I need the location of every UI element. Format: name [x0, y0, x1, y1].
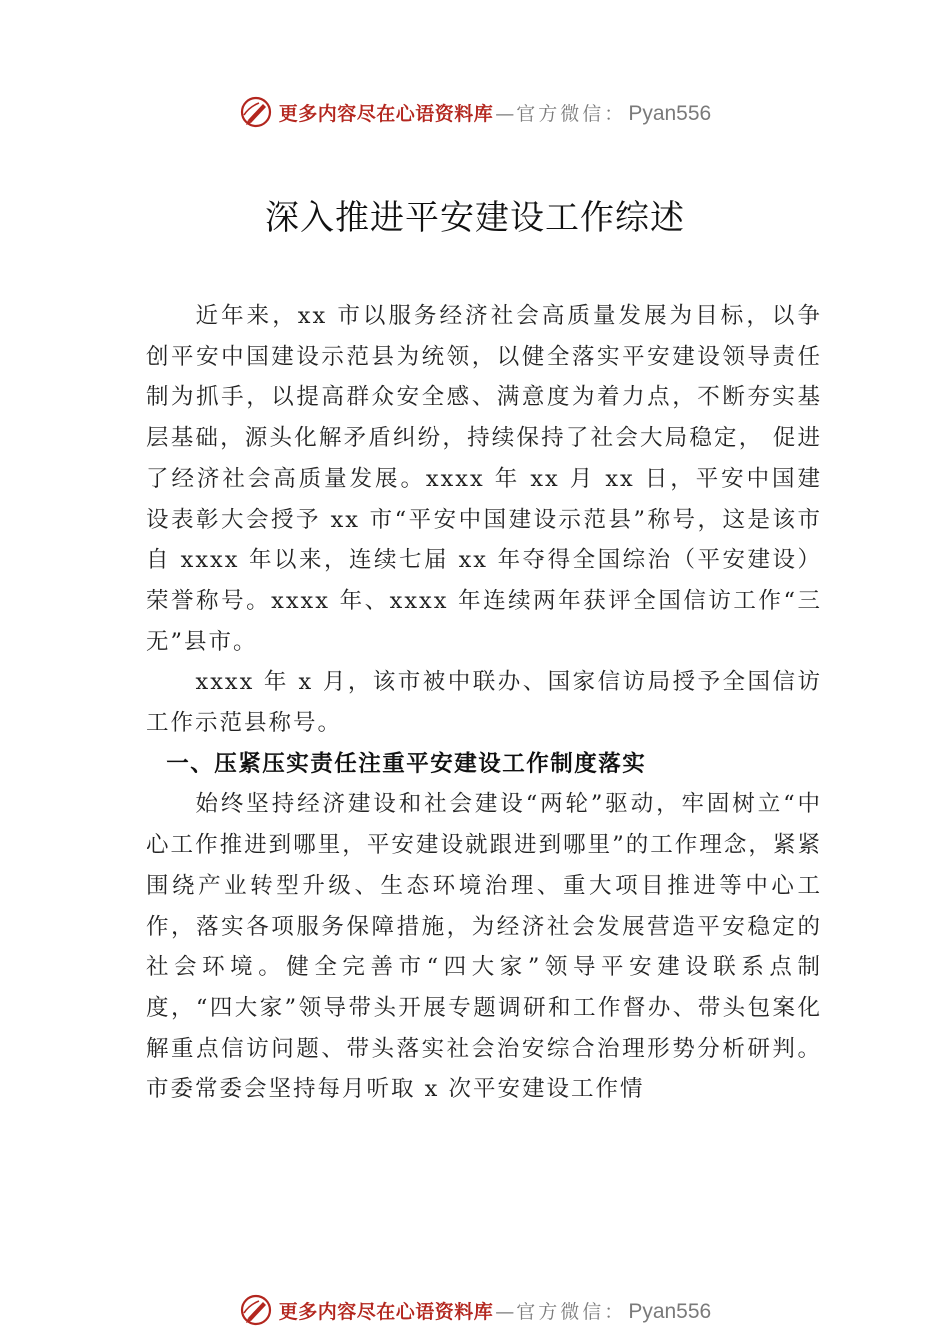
banner-wechat-id: Pyan556	[628, 101, 712, 125]
paragraph-intro: 近年来，xx 市以服务经济社会高质量发展为目标，以争创平安中国建设示范县为统领，以健全落实平安建设领导责任制为抓手，以提高群众安全感、满意度为着力点，不断夯实基层基础，源头化解矛盾纠纷，持续保持了社会大局稳定， 促进了经济社会高质量发展。xxxx 年 xx 月 xx 日，平安中国建设表彰大会授予 xx 市“平安中国建设示范县”称号，这是该市自 xxxx 年以来，连续七届 xx 年夺得全国综治（平安建设）荣誉称号。xxxx 年、xxxx 年连续两年获评全国信访工作“三无”县市。	[146, 303, 822, 655]
pen-logo-icon	[239, 1293, 273, 1327]
document-title: 深入推进平安建设工作综述	[265, 198, 685, 238]
banner-dash: —	[495, 1300, 515, 1323]
banner-brand: 更多内容尽在心语资料库	[278, 102, 494, 125]
banner-label: 官方微信：	[516, 1300, 627, 1323]
section-heading: 一、压紧压实责任注重平安建设工作制度落实	[166, 750, 647, 777]
paragraph-award: xxxx 年 x 月，该市被中联办、国家信访局授予全国信访工作示范县称号。	[146, 669, 822, 737]
header-banner	[0, 92, 950, 132]
banner-label: 官方微信：	[516, 102, 627, 125]
banner-dash: —	[495, 102, 515, 125]
footer-banner	[0, 1290, 950, 1330]
pen-logo-icon	[239, 95, 273, 129]
banner-wechat-id: Pyan556	[628, 1299, 712, 1323]
paragraph-section1: 始终坚持经济建设和社会建设“两轮”驱动，牢固树立“中心工作推进到哪里，平安建设就跟进到哪里”的工作理念，紧紧围绕产业转型升级、生态环境治理、重大项目推进等中心工作，落实各项服务保障措施，为经济社会发展营造平安稳定的社会环境。健全完善市“四大家”领导平安建设联系点制度，“四大家”领导带头开展专题调研和工作督办、带头包案化解重点信访问题、带头落实社会治安综合治理形势分析研判。市委常委会坚持每月听取 x 次平安建设工作情	[146, 791, 822, 1103]
document-body	[146, 296, 822, 1110]
banner-brand: 更多内容尽在心语资料库	[278, 1300, 494, 1323]
